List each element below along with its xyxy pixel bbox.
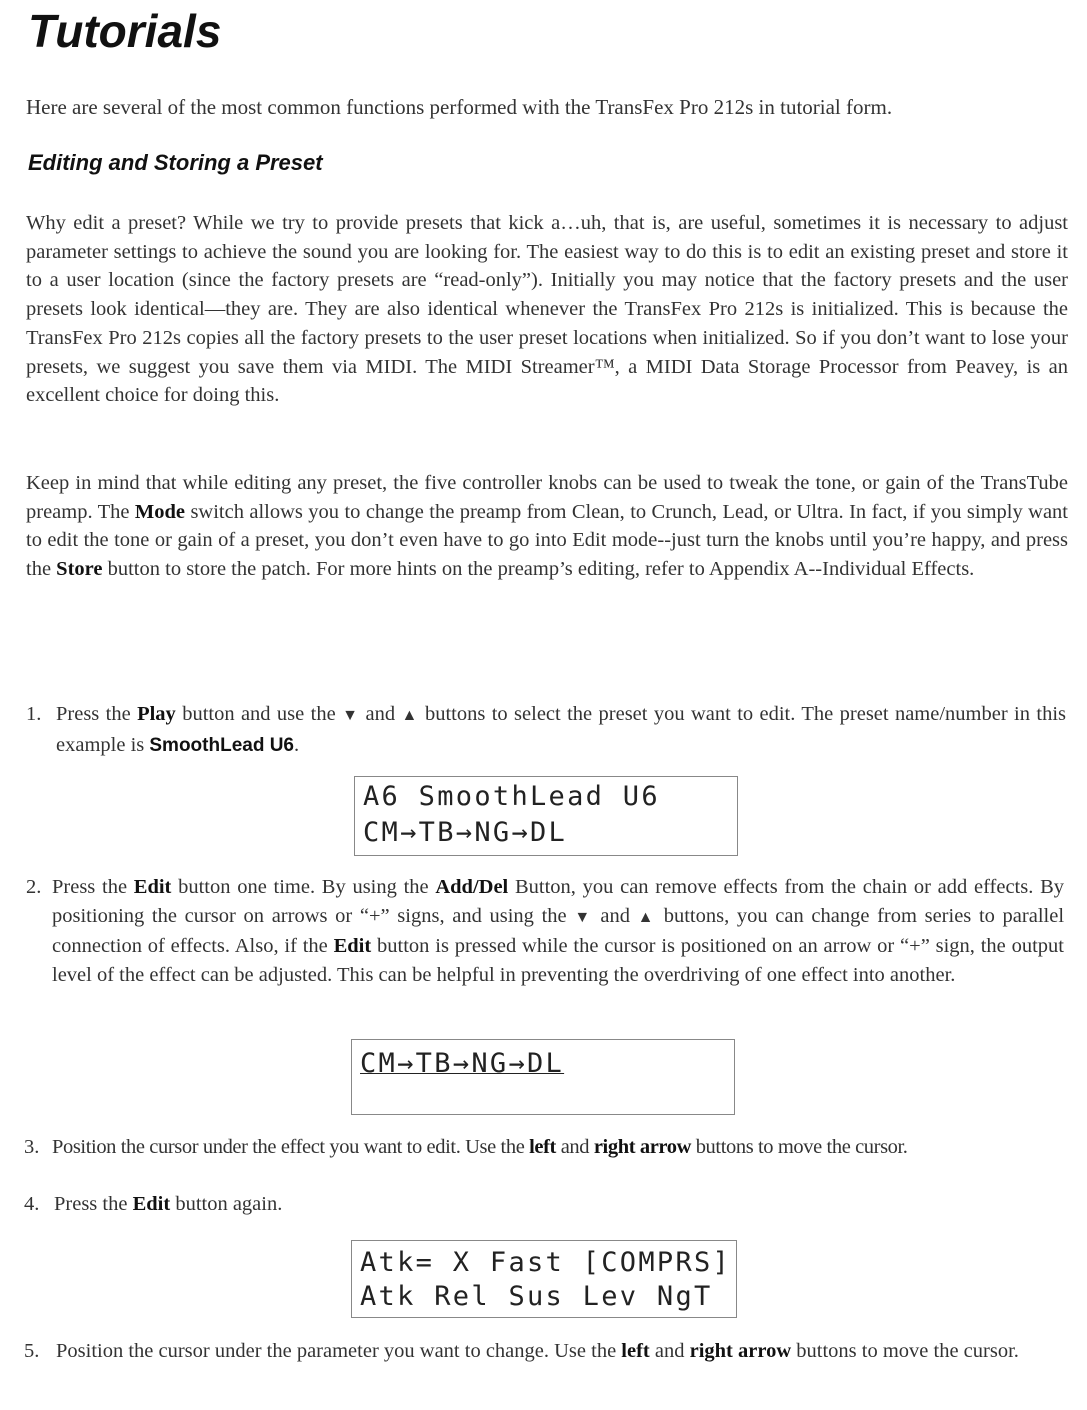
play-button-term: Play (137, 703, 176, 725)
lcd-line-1: CM→TB→NG→DL (360, 1048, 565, 1079)
step-text-b: buttons to move the cursor. (690, 1136, 908, 1158)
step-text (56, 700, 1066, 760)
step-text (54, 1190, 1064, 1219)
lcd-display-preset (354, 776, 738, 856)
step-text-a: Position the cursor under the parameter you want to change. Use the (56, 1340, 622, 1362)
step-text-and: and (649, 1340, 690, 1362)
step-text-b: button one time. By using the (171, 876, 436, 898)
paragraph-why-edit: Why edit a preset? While we try to provide presets that kick a…uh, that is, are useful, sometimes it is necessary to adjust parameter settings to achieve the sound you are looking for. The easiest way to do this is to edit an existing preset and store it to a user location (since the factory presets are “read-only”). Initially you may notice that the factory presets and the user presets look identical—they are. They are also identical whenever the TransFex Pro 212s is initialized. This is because the TransFex Pro 212s copies all the factory presets to the user preset locations when initialized. So if you don’t want to lose your presets, we suggest you save them via MIDI. The MIDI Streamer™, a MIDI Data Storage Processor from Peavey, is an excellent choice for doing this. (26, 212, 1068, 407)
step-text (52, 873, 1064, 990)
left-button-term: left (621, 1340, 650, 1362)
para2-text-a: Keep in mind that while editing any preset, the five controller knobs can be used to tweak the tone, or gain of the TransTube preamp. The (26, 472, 1068, 523)
step-text-b: button and use the (175, 703, 343, 725)
edit-button-term: Edit (133, 876, 172, 898)
mode-switch-term: Mode (134, 500, 186, 523)
para2-text-c: button to store the patch. For more hints on the preamp’s editing, refer to Appendix A--Individual Effects. (102, 558, 975, 581)
add-del-button-term: Add/Del (435, 876, 509, 898)
right-arrow-button-term: right arrow (593, 1136, 691, 1158)
para2-text-b: switch allows you to change the preamp from Clean, to Crunch, Lead, or Ultra. In fact, if you simply want to edit the tone or gain of a preset, you don’t even have to go into Edit mode--just turn the knobs until you’re happy, and press the (26, 500, 1068, 581)
step-text-c: Button, you can remove effects from the chain or add effects. By positioning the cursor on arrows or “+” signs, and using the (52, 876, 1064, 927)
step-number: 1. (26, 703, 42, 725)
step-number: 5. (24, 1340, 40, 1362)
step-text-and: and (592, 904, 638, 927)
step-text-a: Position the cursor under the effect you want to edit. Use the (52, 1136, 530, 1158)
step-number: 4. (24, 1193, 40, 1215)
preset-name: SmoothLead U6 (149, 734, 294, 756)
lcd-line-2: CM→TB→NG→DL (363, 817, 568, 848)
intro-text: Here are several of the most common functions performed with the TransFex Pro 212s in tutorial form. (26, 95, 893, 119)
edit-button-term: Edit (132, 1193, 171, 1215)
step-number: 2. (26, 876, 42, 898)
step-text-and: and (359, 703, 402, 725)
edit-button-term: Edit (333, 935, 372, 958)
up-arrow-icon: ▲ (401, 707, 419, 724)
up-arrow-icon: ▲ (637, 908, 657, 926)
step-text-e: button is pressed while the cursor is positioned on an arrow or “+” sign, the output level of the effect can be adjusted. This can be helpful in preventing the overdriving of one effect into another. (52, 935, 1064, 987)
step-text-a: Press the (54, 1193, 133, 1215)
step-text-b: buttons to move the cursor. (791, 1340, 1019, 1362)
down-arrow-icon: ▼ (574, 908, 593, 926)
step-text-b: button again. (170, 1193, 283, 1215)
step-text-and: and (555, 1136, 594, 1158)
page-title: Tutorials (28, 5, 222, 57)
step-text-d: . (294, 733, 300, 756)
step-text-d: buttons, you can change from series to parallel connection of effects. Also, if the (52, 904, 1065, 958)
lcd-line-1: Atk= X Fast [COMPRS] (360, 1247, 732, 1278)
left-button-term: left (529, 1136, 556, 1158)
paragraph-controller-knobs (26, 469, 1068, 584)
right-arrow-button-term: right arrow (689, 1340, 792, 1362)
store-button-term: Store (56, 558, 103, 581)
step-text (56, 1337, 1066, 1366)
step-text-a: Press the (56, 703, 138, 725)
lcd-line-1: A6 SmoothLead U6 (363, 781, 660, 812)
section-title: Editing and Storing a Preset (28, 150, 323, 175)
down-arrow-icon: ▼ (342, 707, 360, 724)
lcd-line-2: Atk Rel Sus Lev NgT (360, 1281, 713, 1312)
step-text-a: Press the (52, 876, 134, 898)
lcd-display-chain (351, 1039, 735, 1115)
step-text-c: buttons to select the preset you want to edit. The preset name/number in this example is (56, 703, 1066, 756)
step-text (52, 1133, 1072, 1162)
step-number: 3. (24, 1136, 40, 1158)
lcd-display-compressor (351, 1240, 737, 1318)
